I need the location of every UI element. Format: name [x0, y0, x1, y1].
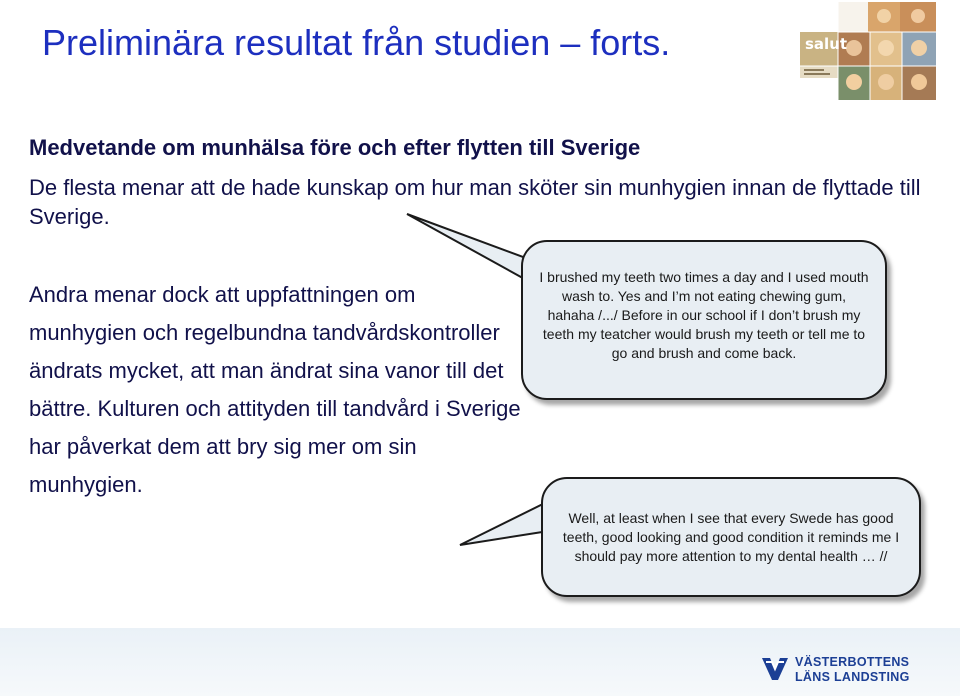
quote-1-text: I brushed my teeth two times a day and I used mouth wash to. Yes and I’m not eating chewing gum, hahaha /.../ Before in our school if I don’t brush my teeth my teatcher would brush my teeth or tell me to go and brush and come back. — [539, 268, 869, 361]
section-subheading: Medvetande om munhälsa före och efter flytten till Sverige — [29, 135, 641, 160]
salut-logo-text: salut — [805, 35, 848, 53]
vll-logo-icon — [760, 656, 790, 682]
org-name-line-1: VÄSTERBOTTENS — [795, 655, 910, 669]
quote-2-text: Well, at least when I see that every Swede has good teeth, good looking and good condition it reminds me I should pay more attention to my dental health … // — [562, 509, 900, 564]
quote-bubble-2 — [541, 477, 921, 597]
intro-paragraph: De flesta menar att de hade kunskap om hur man sköter sin munhygien innan de flyttade till Sverige. — [29, 175, 921, 229]
slide-title: Preliminära resultat från studien – forts. — [42, 22, 671, 63]
organization-name — [795, 655, 910, 685]
org-name-line-2: LÄNS LANDSTING — [795, 670, 910, 684]
body-paragraph: Andra menar dock att uppfattningen om munhygien och regelbundna tandvårdskontroller ändrats mycket, att man ändrat sina vanor till det bättre. Kulturen och attityden till tandvård i Sverige har påverkat dem att bry sig mer om sin munhygien. — [29, 282, 521, 497]
quote-bubble-1 — [521, 240, 887, 400]
